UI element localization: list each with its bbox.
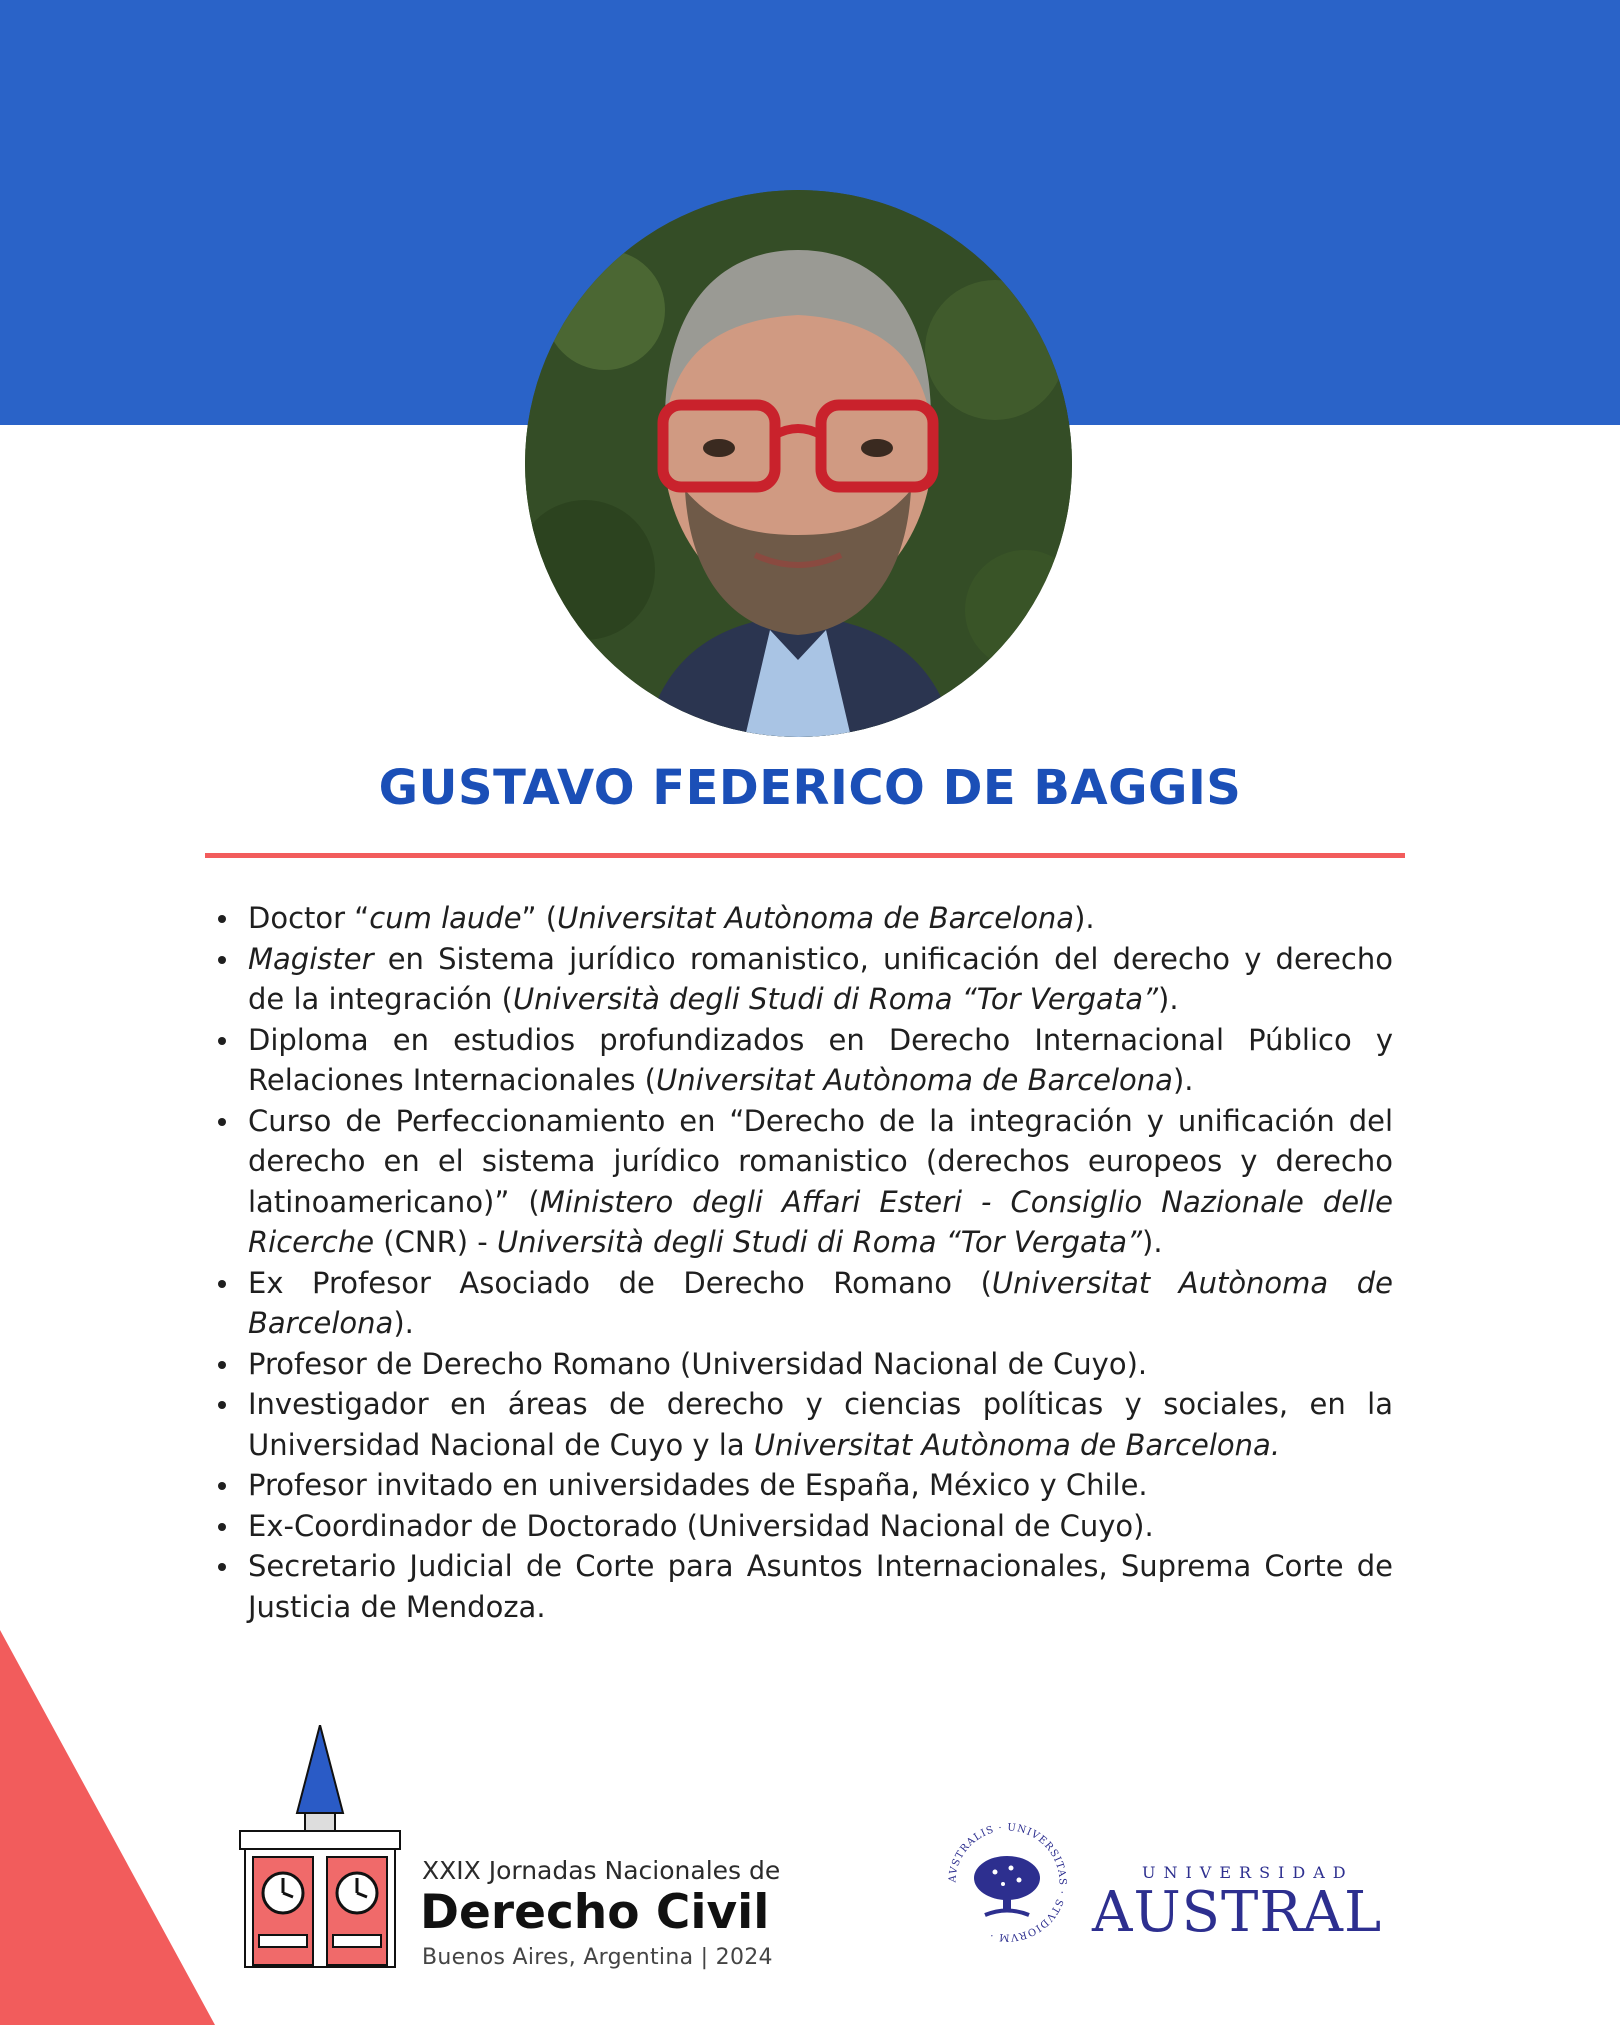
bio-text: Profesor de Derecho Romano (Universidad Nacional de Cuyo). — [248, 1346, 1148, 1381]
bio-text: Universitat Autònoma de Barcelona. — [753, 1427, 1281, 1462]
bio-text: en Sistema jurídico romanistico, unificación del derecho y derecho de la integración ( — [248, 941, 1393, 1016]
bio-text: Universitat Autònoma de Barcelona — [655, 1063, 1173, 1097]
corner-red-triangle — [0, 1630, 215, 2025]
bio-text: ). — [393, 1306, 414, 1340]
bio-item — [248, 939, 1393, 1020]
bio-text: ” ( — [521, 901, 558, 935]
speaker-photo — [525, 190, 1072, 737]
bio-text: (CNR) - — [374, 1225, 497, 1259]
bio-text: Universitat Autònoma de Barcelona — [557, 901, 1075, 935]
bio-text: Ex-Coordinador de Doctorado (Universidad Nacional de Cuyo). — [248, 1508, 1154, 1543]
bio-text: ). — [1142, 1225, 1163, 1259]
bio-item — [248, 1020, 1393, 1101]
bio-item — [248, 1546, 1393, 1627]
bio-text: Ministero degli Affari Esteri - Consiglio Nazionale delle Ricerche — [248, 1184, 1393, 1259]
bio-text: Magister — [248, 941, 374, 976]
bio-text: ). — [1074, 901, 1095, 935]
bio-text: Doctor “ — [248, 901, 370, 935]
bio-text: Secretario Judicial de Corte para Asuntos Internacionales, Suprema Corte de Justicia de Mendoza. — [248, 1549, 1393, 1624]
bio-item — [248, 1263, 1393, 1344]
bio-text: Profesor invitado en universidades de España, México y Chile. — [248, 1468, 1148, 1502]
austral-university-label: UNIVERSIDAD — [1142, 1863, 1354, 1882]
bio-text: Universitat Autònoma de Barcelona — [248, 1265, 1393, 1340]
austral-wordmark: AUSTRAL — [1092, 1880, 1383, 1945]
bio-text: Università degli Studi di Roma “Tor Vergata” — [496, 1225, 1142, 1259]
seal-ring-text: AVSTRALIS · UNIVERSITAS · STVDIORVM · — [947, 1822, 1068, 1943]
bio-text: Diploma en estudios profundizados en Derecho Internacional Público y Relaciones Internacionales ( — [248, 1022, 1393, 1097]
jornadas-title: XXIX Jornadas Nacionales de — [422, 1856, 781, 1885]
speaker-name: GUSTAVO FEDERICO DE BAGGIS — [378, 760, 1242, 816]
bio-text: Università degli Studi di Roma “Tor Vergata” — [512, 982, 1158, 1016]
bio-text: Curso de Perfeccionamiento en “Derecho de la integración y unificación del derecho en el sistema jurídico romanistico (derechos europeos y derecho latinoamericano)” ( — [248, 1103, 1393, 1219]
name-divider — [205, 853, 1405, 858]
jornadas-tower-logo — [235, 1725, 405, 1970]
bio-item — [248, 1465, 1393, 1506]
jornadas-main: Derecho Civil — [420, 1885, 770, 1940]
bio-item — [248, 1506, 1393, 1547]
bio-text: Ex Profesor Asociado de Derecho Romano ( — [248, 1265, 992, 1300]
bio-text: ). — [1158, 982, 1179, 1016]
bio-list — [248, 898, 1393, 1627]
portrait-illustration — [525, 190, 1072, 737]
bio-text: Investigador en áreas de derecho y ciencias políticas y sociales, en la Universidad Nacional de Cuyo y la — [248, 1387, 1393, 1462]
bio-item — [248, 1384, 1393, 1465]
bio-item — [248, 1101, 1393, 1263]
bio-item — [248, 898, 1393, 939]
bio-text: ). — [1172, 1063, 1194, 1097]
bio-text: cum laude — [369, 901, 522, 935]
bio-item — [248, 1344, 1393, 1385]
jornadas-place: Buenos Aires, Argentina | 2024 — [422, 1945, 773, 1970]
austral-seal-logo — [945, 1820, 1070, 1945]
